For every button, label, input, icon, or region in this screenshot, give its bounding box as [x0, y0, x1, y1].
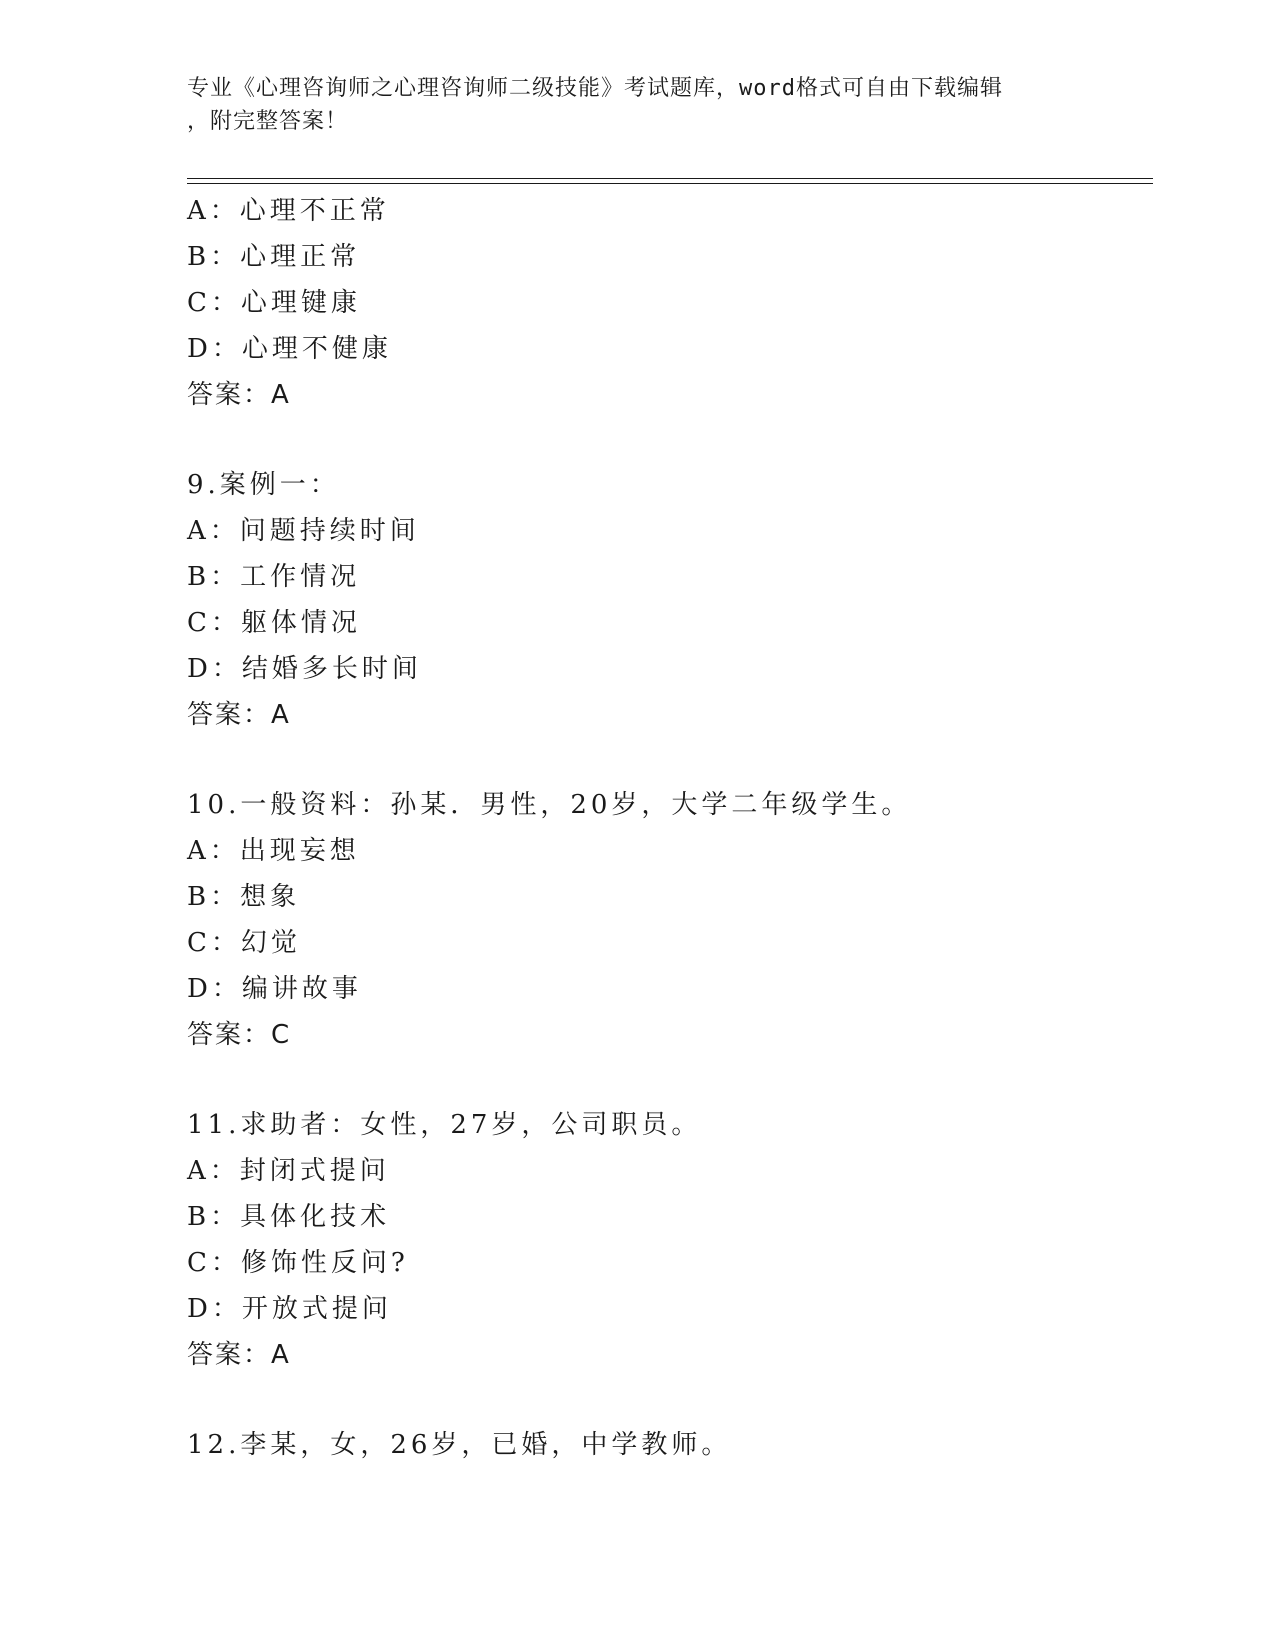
block-spacer — [187, 1378, 1153, 1422]
option-a: A：封闭式提问 — [187, 1156, 390, 1186]
header-divider-bottom — [187, 183, 1153, 184]
answer-line: 答案：A — [187, 700, 291, 730]
question-block — [187, 1102, 1153, 1378]
option-b: B：心理正常 — [187, 242, 361, 272]
header-subtitle-line: ，附完整答案！ — [187, 109, 349, 134]
block-spacer — [187, 418, 1153, 462]
answer-line: 答案：A — [187, 380, 291, 410]
answer-line: 答案：C — [187, 1020, 292, 1050]
option-a: A：出现妄想 — [187, 836, 360, 866]
option-d: D：开放式提问 — [187, 1294, 392, 1324]
option-b: B：工作情况 — [187, 562, 361, 592]
question-block — [187, 782, 1153, 1058]
block-spacer — [187, 1058, 1153, 1102]
header-title-line: 专业《心理咨询师之心理咨询师二级技能》考试题库，word格式可自由下载编辑 — [187, 76, 1003, 101]
document-header — [187, 72, 1087, 138]
option-d: D：结婚多长时间 — [187, 654, 422, 684]
option-d: D：心理不健康 — [187, 334, 392, 364]
option-b: B：想象 — [187, 882, 301, 912]
option-b: B：具体化技术 — [187, 1202, 391, 1232]
question-text: 11.求助者：女性，27岁，公司职员。 — [187, 1110, 702, 1140]
question-block — [187, 1422, 1153, 1468]
question-text: 9.案例一： — [187, 470, 340, 500]
question-text: 12.李某，女，26岁，已婚，中学教师。 — [187, 1430, 732, 1460]
question-text: 10.一般资料：孙某．男性，20岁，大学二年级学生。 — [187, 790, 912, 820]
answer-line: 答案：A — [187, 1340, 291, 1370]
question-block — [187, 462, 1153, 738]
option-c: C：修饰性反问? — [187, 1248, 409, 1278]
option-a: A：心理不正常 — [187, 196, 390, 226]
question-list — [187, 188, 1153, 1468]
option-d: D：编讲故事 — [187, 974, 362, 1004]
header-divider-top — [187, 178, 1153, 179]
block-spacer — [187, 738, 1153, 782]
option-c: C：躯体情况 — [187, 608, 361, 638]
option-c: C：心理键康 — [187, 288, 361, 318]
option-a: A：问题持续时间 — [187, 516, 420, 546]
option-c: C：幻觉 — [187, 928, 301, 958]
question-block — [187, 188, 1153, 418]
